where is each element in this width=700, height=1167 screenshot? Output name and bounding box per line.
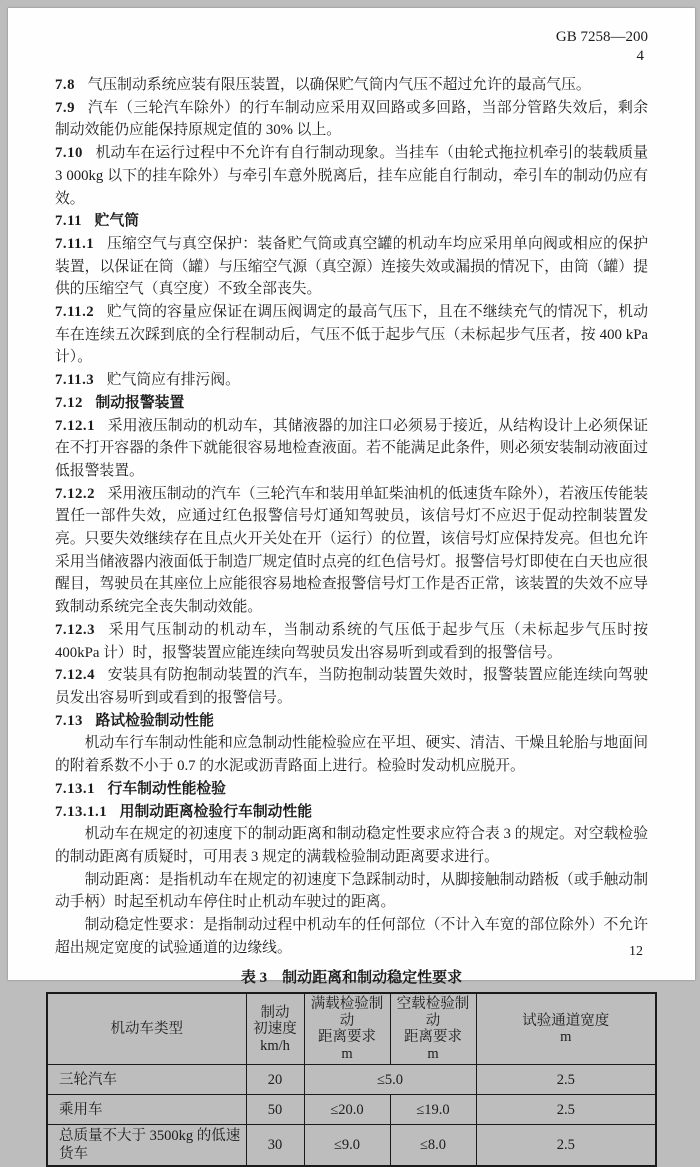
clause-number: 7.10 [55,145,83,162]
table-cell: 三轮汽车 [47,1065,246,1095]
clause-number: 7.13 [55,712,83,729]
table-cell: 2.5 [476,1125,656,1167]
paragraph [55,233,648,301]
clause-number: 7.8 [55,77,75,93]
paragraph [55,369,648,392]
table-cell: ≤8.0 [390,1125,476,1167]
clause-text: 安装具有防抱制动装置的汽车，当防抱制动装置失效时，报警装置应能连续向驾驶员发出容易听到或看到的报警信号。 [55,667,648,706]
clause-number: 7.12.2 [55,485,95,502]
header-lane-width: 试验通道宽度 m [476,993,656,1065]
table-cell: 30 [246,1125,304,1167]
table-cell: ≤20.0 [304,1095,390,1125]
header-vehicle-type: 机动车类型 [47,993,246,1065]
table-cell: 总质量不大于 3500kg 的低速货车 [47,1125,246,1167]
standard-code-continued: 4 [636,48,644,64]
table-cell: ≤9.0 [304,1125,390,1167]
standard-code: GB 7258—200 [555,29,648,45]
page-number: 12 [629,944,643,959]
paragraph [55,823,648,868]
clause-number: 7.13.1.1 [55,803,108,820]
paragraph [55,732,648,777]
table-row [47,1125,656,1167]
document-body [8,66,695,959]
clause-text: 采用液压制动的机动车，其储液器的加注口必须易于接近，从结构设计上必须保证在不打开容器的条件下就能很容易地检查液面。若不能满足此条件，则必须安装制动液面过低报警装置。 [55,417,648,479]
header-initial-speed: 制动 初速度 km/h [246,993,304,1065]
paragraph [55,301,648,369]
page-header [8,8,695,66]
table-row [47,1065,656,1095]
paragraph [55,619,648,664]
clause-number: 7.12.1 [55,417,95,434]
paragraph [55,74,648,97]
clause-text: 制动报警装置 [95,394,185,411]
clause-text: 机动车在运行过程中不允许有自行制动现象。当挂车（由轮式拖拉机牵引的装载质量 3 000kg 以下的挂车除外）与牵引车意外脱离后，挂车应能自行制动，牵引车的制动仍应有效。 [55,145,648,207]
clause-text: 机动车在规定的初速度下的制动距离和制动稳定性要求应符合表 3 的规定。对空载检验的制动距离有质疑时，可用表 3 规定的满载检验制动距离要求进行。 [55,826,648,865]
clause-text: 采用气压制动的机动车，当制动系统的气压低于起步气压（未标起步气压时按 400kPa 计）时，报警装置应能连续向驾驶员发出容易听到或看到的报警信号。 [55,621,648,661]
table-cell: 乘用车 [47,1095,246,1125]
clause-text: 行车制动性能检验 [107,780,226,797]
clause-number: 7.12.3 [55,621,95,638]
paragraph [55,869,648,914]
clause-text: 气压制动系统应装有限压装置，以确保贮气筒内气压不超过允许的最高气压。 [87,77,591,93]
paragraph [55,664,648,709]
clause-text: 贮气筒的容量应保证在调压阀调定的最高气压下，且在不继续充气的情况下，机动车在连续五次踩到底的全行程制动后，气压不低于起步气压（未标起步气压者，按 400 kPa 计）。 [55,304,648,366]
clause-text: 贮气筒 [94,213,140,230]
section-heading [55,392,648,415]
clause-text: 机动车行车制动性能和应急制动性能检验应在平坦、硬实、清洁、干燥且轮胎与地面间的附着系数不小于 0.7 的水泥或沥青路面上进行。检验时发动机应脱开。 [55,735,648,775]
paragraph [55,914,648,959]
table-caption: 表 3 制动距离和制动稳定性要求 [240,970,463,987]
clause-text: 汽车（三轮汽车除外）的行车制动应采用双回路或多回路，当部分管路失效后，剩余制动效能仍应能保持原规定值的 30% 以上。 [55,99,648,139]
clause-number: 7.11.1 [55,235,95,252]
brake-requirements-table [46,992,657,1167]
table-header-row [47,993,656,1065]
header-full-load-distance: 满载检验制动 距离要求 m [304,993,390,1065]
table-cell: 2.5 [476,1095,656,1125]
section-heading [55,801,648,824]
section-heading [55,778,648,801]
clause-text: 压缩空气与真空保护：装备贮气筒或真空罐的机动车均应采用单向阀或相应的保护装置，以保证在筒（罐）与压缩空气源（真空源）连接失效或漏损的情况下，由筒（罐）提供的压缩空气（真空度）不致全部丧失。 [55,235,648,298]
table-cell: ≤19.0 [390,1095,476,1125]
paragraph [55,97,648,142]
paragraph [55,415,648,483]
section-heading [55,710,648,733]
document-page [8,8,695,1163]
clause-number: 7.13.1 [55,780,95,797]
clause-number: 7.11.3 [55,372,95,389]
paragraph [55,483,648,619]
clause-text: 贮气筒应有排污阀。 [106,372,240,389]
table-cell: 50 [246,1095,304,1125]
clause-number: 7.11 [55,213,83,230]
table-cell: 20 [246,1065,304,1095]
table-header [47,993,656,1065]
section-heading [55,210,648,233]
table-cell: ≤5.0 [304,1065,476,1095]
header-no-load-distance: 空载检验制动 距离要求 m [390,993,476,1065]
clause-number: 7.12 [55,394,83,411]
clause-text: 制动距离：是指机动车在规定的初速度下急踩制动时，从脚接触制动踏板（或手触动制动手柄）时起至机动车停住时止机动车驶过的距离。 [55,871,648,911]
clause-text: 制动稳定性要求：是指制动过程中机动车的任何部位（不计入车宽的部位除外）不允许超出规定宽度的试验通道的边缘线。 [55,917,648,956]
clause-number: 7.9 [55,99,75,116]
table-body [47,1065,656,1167]
clause-number: 7.11.2 [55,304,95,321]
clause-text: 采用液压制动的汽车（三轮汽车和装用单缸柴油机的低速货车除外），若液压传能装置任一部件失效，应通过红色报警信号灯通知驾驶员，该信号灯不应迟于促动控制装置发亮。只要失效继续存在且点火开关处在开（运行）的位置，该信号灯应保持发亮。但也允许采用当储液器内液面低于制造厂规定值时点亮的红色信号灯。报警信号灯即使在白天也应很醒目，驾驶员在其座位上应能很容易地检查报警信号灯工作是否正常，该装置的失效不应导致制动系统完全丧失制动效能。 [55,485,648,616]
clause-text: 路试检验制动性能 [95,712,214,729]
clause-text: 用制动距离检验行车制动性能 [119,803,313,820]
paragraph [55,142,648,210]
table-row [47,1095,656,1125]
clause-number: 7.12.4 [55,667,95,684]
table-cell: 2.5 [476,1065,656,1095]
